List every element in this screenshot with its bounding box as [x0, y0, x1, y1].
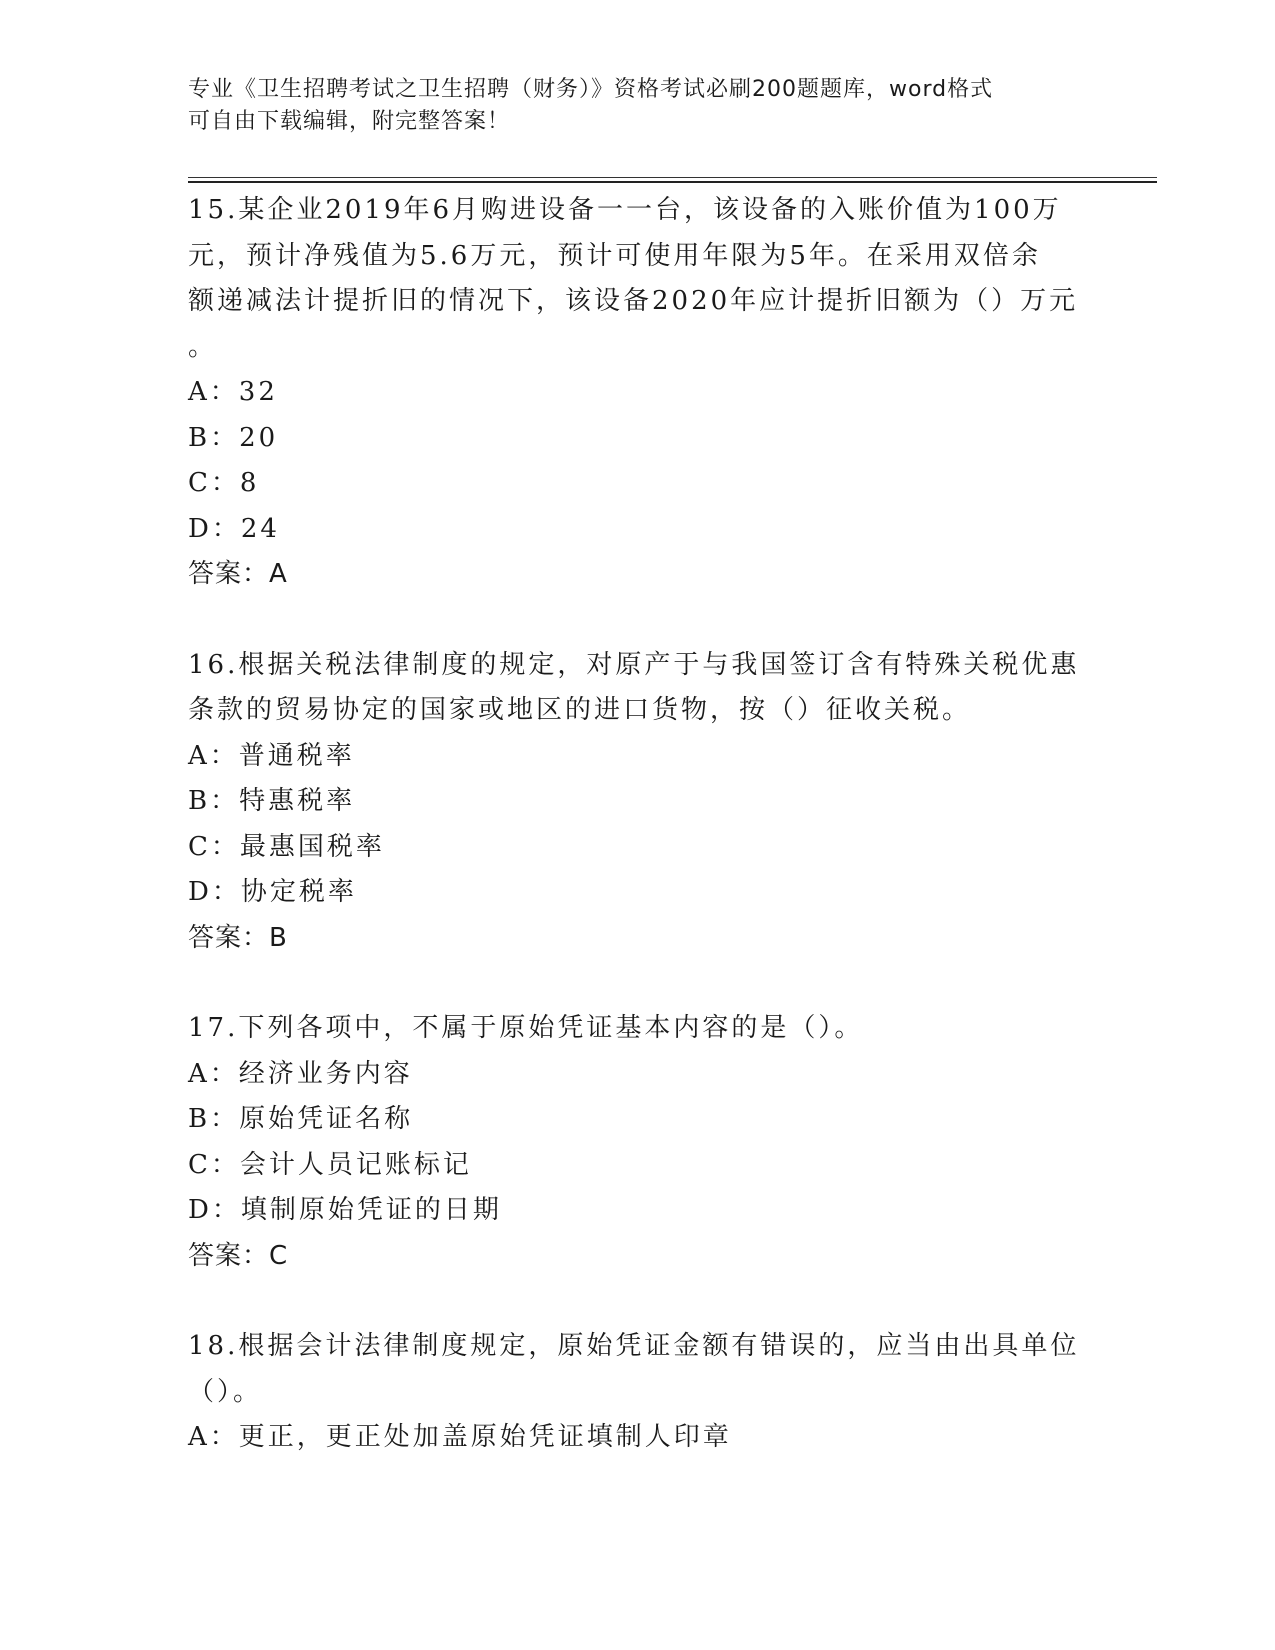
stem-line: 元，预计净残值为5.6万元，预计可使用年限为5年。在采用双倍余 — [188, 240, 1041, 271]
option-d: D：24 — [188, 513, 280, 544]
stem-line: 条款的贸易协定的国家或地区的进口货物，按（）征收关税。 — [188, 695, 972, 725]
question-18 — [188, 1324, 1088, 1461]
option-b: B：20 — [188, 422, 279, 453]
answer-label: 答案：B — [188, 922, 288, 953]
stem-line: 17.下列各项中，不属于原始凭证基本内容的是（）。 — [188, 1013, 864, 1043]
option-c: C：会计人员记账标记 — [188, 1149, 472, 1180]
option-b: B：原始凭证名称 — [188, 1104, 414, 1134]
stem-line: （）。 — [188, 1376, 263, 1407]
option-a: A：更正，更正处加盖原始凭证填制人印章 — [188, 1422, 732, 1452]
stem-line: 18.根据会计法律制度规定，原始凭证金额有错误的，应当由出具单位 — [188, 1331, 1080, 1361]
question-stem — [188, 643, 1088, 734]
option-c: C：最惠国税率 — [188, 831, 385, 862]
header-divider-thin — [188, 177, 1157, 178]
question-stem — [188, 188, 1088, 370]
option-d: D：填制原始凭证的日期 — [188, 1195, 502, 1225]
stem-line: 15.某企业2019年6月购进设备一一台，该设备的入账价值为100万 — [188, 195, 1062, 225]
answer-label: 答案：A — [188, 559, 288, 589]
option-c: C：8 — [188, 468, 260, 498]
option-b: B：特惠税率 — [188, 786, 356, 816]
option-a: A：普通税率 — [188, 740, 355, 771]
question-list — [188, 188, 1088, 1461]
option-a: A：32 — [188, 377, 278, 407]
question-17 — [188, 1006, 1088, 1279]
answer-label: 答案：C — [188, 1240, 289, 1271]
question-stem — [188, 1006, 1088, 1052]
header-line-1: 专业《卫生招聘考试之卫生招聘（财务）》资格考试必刷200题题库，word格式 — [188, 77, 994, 102]
stem-line: 16.根据关税法律制度的规定，对原产于与我国签订含有特殊关税优惠 — [188, 649, 1080, 680]
question-16 — [188, 643, 1088, 962]
question-stem — [188, 1324, 1088, 1415]
question-spacer — [188, 1279, 1088, 1324]
option-d: D：协定税率 — [188, 877, 357, 907]
option-a: A：经济业务内容 — [188, 1058, 413, 1089]
question-spacer — [188, 598, 1088, 643]
document-header — [188, 74, 1068, 138]
question-spacer — [188, 961, 1088, 1006]
header-divider-thick — [188, 181, 1157, 183]
header-line-2: 可自由下载编辑，附完整答案！ — [188, 109, 511, 134]
stem-line: 额递减法计提折旧的情况下，该设备2020年应计提折旧额为（）万元 — [188, 286, 1079, 316]
stem-line: 。 — [188, 331, 218, 362]
question-15 — [188, 188, 1088, 598]
